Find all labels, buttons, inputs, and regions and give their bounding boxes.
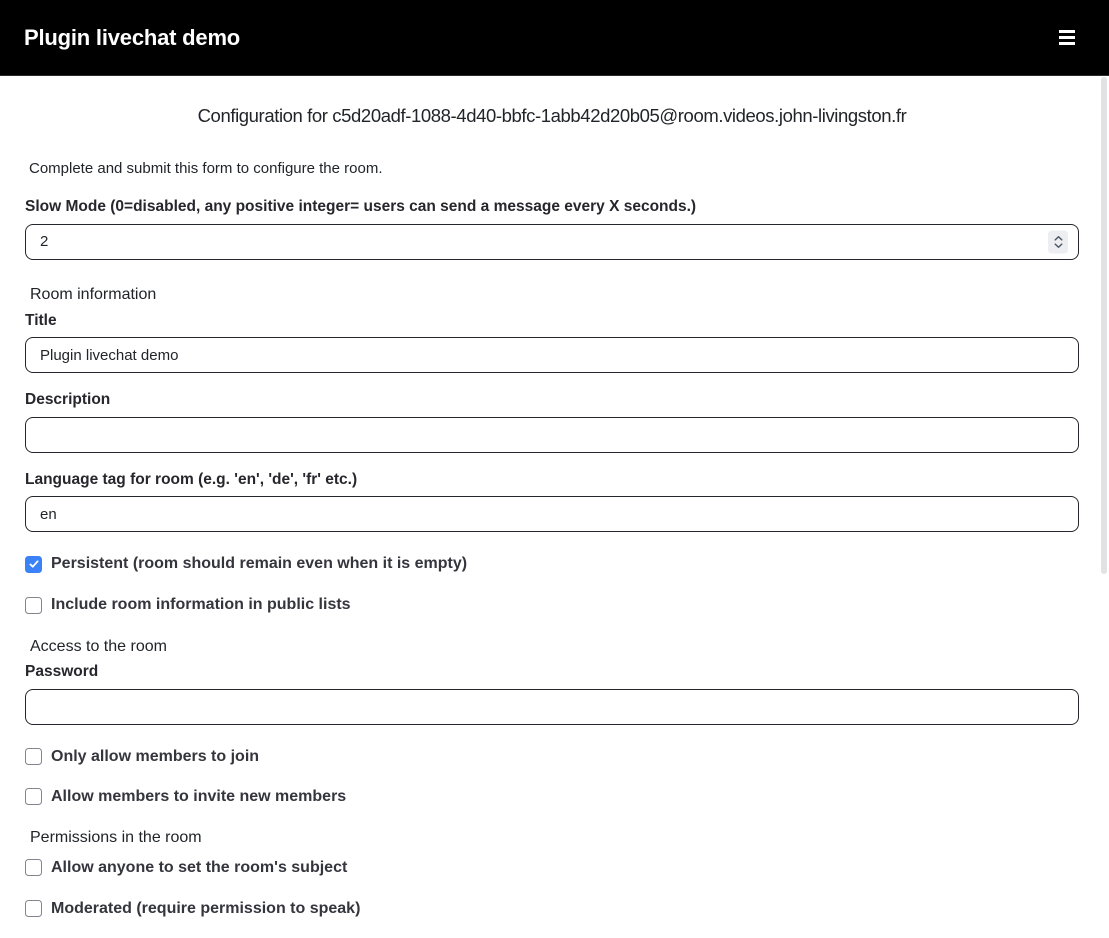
slow-mode-input[interactable] bbox=[25, 224, 1079, 260]
password-label: Password bbox=[25, 663, 99, 681]
members-only-row bbox=[25, 747, 1079, 767]
change-subject-label: Allow anyone to set the room's subject bbox=[51, 858, 348, 876]
slow-mode-field bbox=[25, 224, 1079, 260]
title-label: Title bbox=[25, 311, 57, 329]
form-instructions: Complete and submit this form to configure the room. bbox=[29, 160, 383, 177]
include-public-checkbox[interactable] bbox=[25, 597, 42, 614]
moderated-row bbox=[25, 899, 1079, 919]
language-input[interactable] bbox=[25, 496, 1079, 532]
members-invite-checkbox[interactable] bbox=[25, 788, 42, 805]
hamburger-menu-icon[interactable] bbox=[1055, 26, 1079, 49]
app-header bbox=[0, 0, 1109, 76]
change-subject-row bbox=[25, 858, 1079, 878]
number-spinner-icon[interactable] bbox=[1048, 230, 1068, 253]
persistent-checkbox[interactable] bbox=[25, 556, 42, 573]
members-only-label: Only allow members to join bbox=[51, 747, 260, 765]
checkmark-icon bbox=[28, 558, 40, 570]
language-label: Language tag for room (e.g. 'en', 'de', 'fr' etc.) bbox=[25, 470, 358, 488]
room-configuration-form bbox=[0, 105, 1109, 919]
persistent-label: Persistent (room should remain even when it is empty) bbox=[51, 555, 468, 573]
password-input[interactable] bbox=[25, 689, 1079, 725]
app-title: Plugin livechat demo bbox=[24, 24, 241, 50]
moderated-checkbox[interactable] bbox=[25, 900, 42, 917]
slow-mode-label: Slow Mode (0=disabled, any positive integer= users can send a message every X seconds.) bbox=[25, 198, 697, 215]
title-input[interactable] bbox=[25, 337, 1079, 373]
description-input[interactable] bbox=[25, 417, 1079, 453]
section-room-information: Room information bbox=[30, 285, 157, 303]
members-only-checkbox[interactable] bbox=[25, 748, 42, 765]
page-title: Configuration for c5d20adf-1088-4d40-bbfc-1abb42d20b05@room.videos.john-livingston.fr bbox=[197, 105, 907, 126]
members-invite-label: Allow members to invite new members bbox=[51, 787, 347, 805]
vertical-scrollbar[interactable] bbox=[1101, 77, 1107, 574]
description-label: Description bbox=[25, 391, 111, 409]
members-invite-row bbox=[25, 787, 1079, 807]
moderated-label: Moderated (require permission to speak) bbox=[51, 899, 361, 917]
include-public-label: Include room information in public lists bbox=[51, 596, 351, 614]
change-subject-checkbox[interactable] bbox=[25, 859, 42, 876]
include-public-row bbox=[25, 595, 1079, 615]
section-access-to-room: Access to the room bbox=[30, 638, 167, 656]
persistent-row bbox=[25, 554, 1079, 574]
section-permissions: Permissions in the room bbox=[30, 828, 202, 846]
